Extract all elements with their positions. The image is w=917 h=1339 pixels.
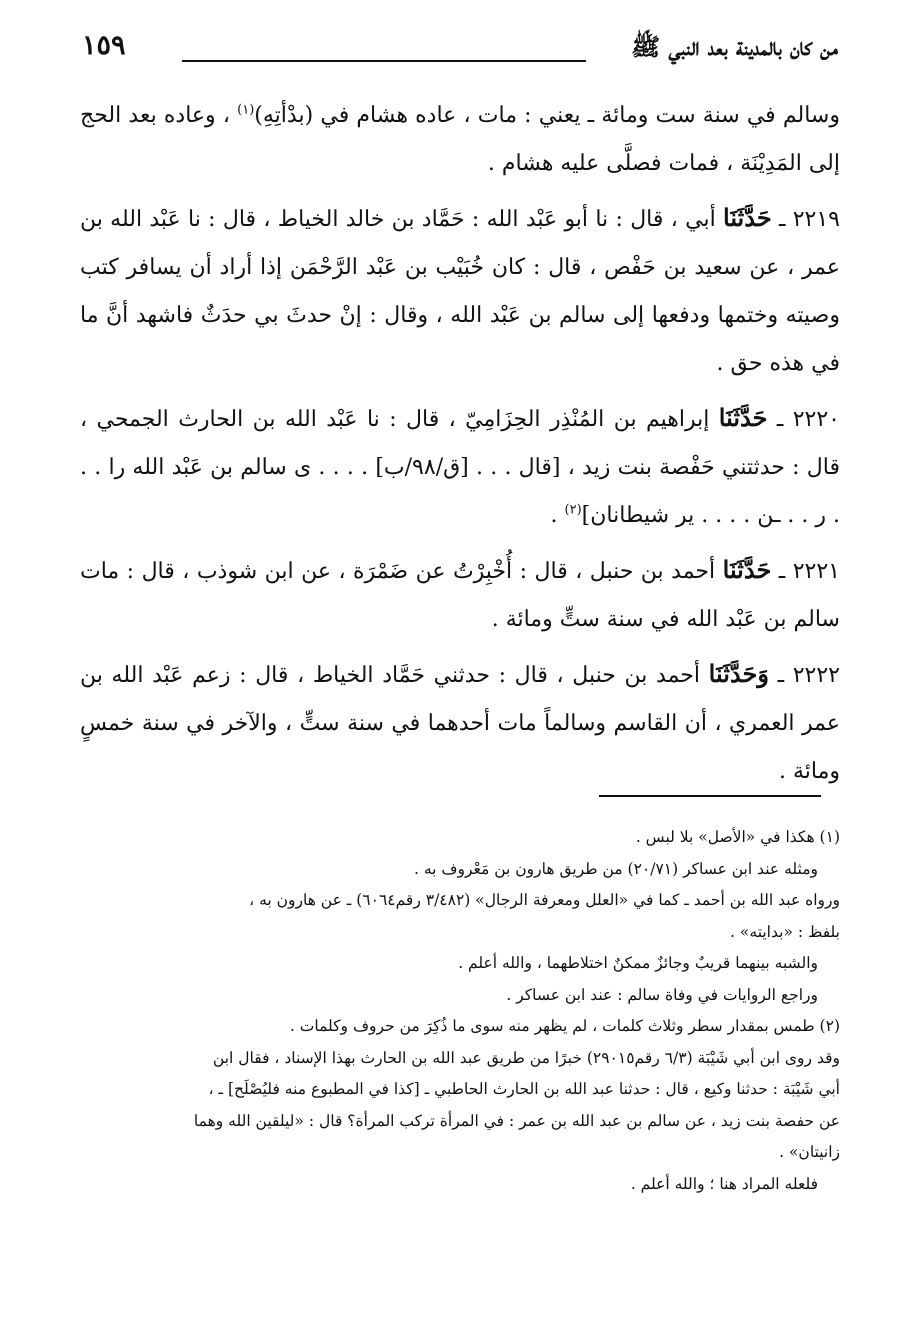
hadith-number: ٢٢٢١ ـ: [778, 559, 840, 584]
paragraph-continuation: [80, 92, 840, 188]
hadith-number: ٢٢٢٢ ـ: [777, 663, 840, 688]
hadith-lead: وَحَدَّثَنَا: [708, 659, 769, 688]
footnote-line: فلعله المراد هنا ؛ والله أعلم .: [630, 1174, 818, 1193]
footnote-line: بلفظ : «بدايته» .: [730, 922, 840, 941]
paragraph-line: ، وعاده بعد الحج: [80, 103, 238, 128]
hadith-text: إبراهيم بن المُنْذِر الحِزَامِيّ ، قال : نا عَبْد الله بن الحارث الجمحي ، قال : حدثتني حَفْصة بنت زيد ، [قال . . . [ق/٩٨/ب] . . . . ى سالم بن عَبْد الله را . . . ر . . ـن . . . . ير شيطانان]: [80, 407, 840, 528]
running-title: من كان بالمدينة بعد النبي ﷺ: [631, 32, 838, 61]
hadith-2220: [80, 394, 840, 540]
hadith-2219: [80, 194, 840, 388]
footnote-line: (١) هكذا في «الأصل» بلا لبس .: [635, 828, 840, 846]
footnote-separator: [599, 795, 821, 797]
paragraph-line: إلى المَدِيْنَة ، فمات فصلَّى عليه هشام .: [487, 151, 840, 176]
hadith-text: أبي ، قال : نا أبو عَبْد الله : حَمَّاد بن خالد الخياط ، قال : نا عَبْد الله بن عمر ، عن سعيد بن حَفْص ، قال : كان خُبَيْب بن عَبْد الرَّحْمَن إذا أراد أن يسافر كتب وصيته وختمها ودفعها إلى سالم بن عَبْد الله ، وقال : إنْ حدثَ بي حدَثٌ فاشهد أنَّ ما في هذه حق .: [80, 207, 840, 376]
hadith-tail: .: [550, 503, 565, 528]
hadith-text: أحمد بن حنبل ، قال : أُخْبِرْتُ عن ضَمْرَة ، عن ابن شوذب ، قال : مات سالم بن عَبْد الله في سنة ستٍّ ومائة .: [80, 559, 840, 632]
hadith-lead: حَدَّثَنَا: [722, 555, 772, 584]
footnote-line: عن حفصة بنت زيد ، عن سالم بن عبد الله بن عمر : في المرأة تركب المرأة؟ قال : «ليلقين الله وهما: [193, 1111, 840, 1130]
page-header: [82, 28, 838, 72]
hadith-2222: [80, 650, 840, 796]
hadith-number: ٢٢١٩ ـ: [778, 207, 840, 232]
header-rule: [182, 60, 586, 62]
footnote-line: زانيتان» .: [779, 1143, 840, 1161]
paragraph-line: وسالم في سنة ست ومائة ـ يعني : مات ، عاده هشام في (بدْأتِهِ): [254, 103, 840, 128]
footnote-line: ومثله عند ابن عساكر (٢٠/٧١) من طريق هارون بن مَعْروف به .: [414, 859, 818, 878]
hadith-lead: حَدَّثَنَا: [723, 203, 772, 232]
main-text: [80, 92, 840, 802]
footnote-line: (٢) طمس بمقدار سطر وثلاث كلمات ، لم يظهر منه سوى ما ذُكِرَ من حروف وكلمات .: [289, 1017, 840, 1035]
footnote-line: والشبه بينهما قريبٌ وجائزٌ ممكنٌ اختلاطهما ، والله أعلم .: [458, 954, 818, 972]
footnote-line: وراجع الروايات في وفاة سالم : عند ابن عساكر .: [506, 985, 818, 1004]
footnotes: [80, 822, 840, 1200]
hadith-2221: [80, 546, 840, 644]
hadith-lead: حَدَّثَنَا: [718, 403, 768, 432]
footnote-line: ورواه عبد الله بن أحمد ـ كما في «العلل ومعرفة الرجال» (٣/٤٨٢ رقم٦٠٦٤) ـ عن هارون به ،: [249, 891, 840, 909]
hadith-text: أحمد بن حنبل ، قال : حدثني حَمَّاد الخياط ، قال : زعم عَبْد الله بن عمر العمري ، أن القاسم وسالماً مات أحدهما في سنة ستٍّ ، والآخر في سنة خمسٍ ومائة .: [80, 663, 840, 784]
footnote-line: وقد روى ابن أبي شَيْبَة (٦/٣ رقم٢٩٠١٥) خبرًا من طريق عبد الله بن الحارث بهذا الإسناد ، فقال ابن: [212, 1048, 840, 1067]
footnote-line: أبي شَيْبَة : حدثنا وكيع ، قال : حدثنا عبد الله بن الحارث الحاطبي ـ [كذا في المطبوع منه فليُصْلَح] ـ ،: [208, 1080, 840, 1098]
hadith-number: ٢٢٢٠ ـ: [776, 407, 840, 432]
footnote-ref: (٢): [564, 502, 582, 518]
footnote-ref: (١): [237, 102, 255, 118]
page-number: ١٥٩: [82, 30, 126, 61]
